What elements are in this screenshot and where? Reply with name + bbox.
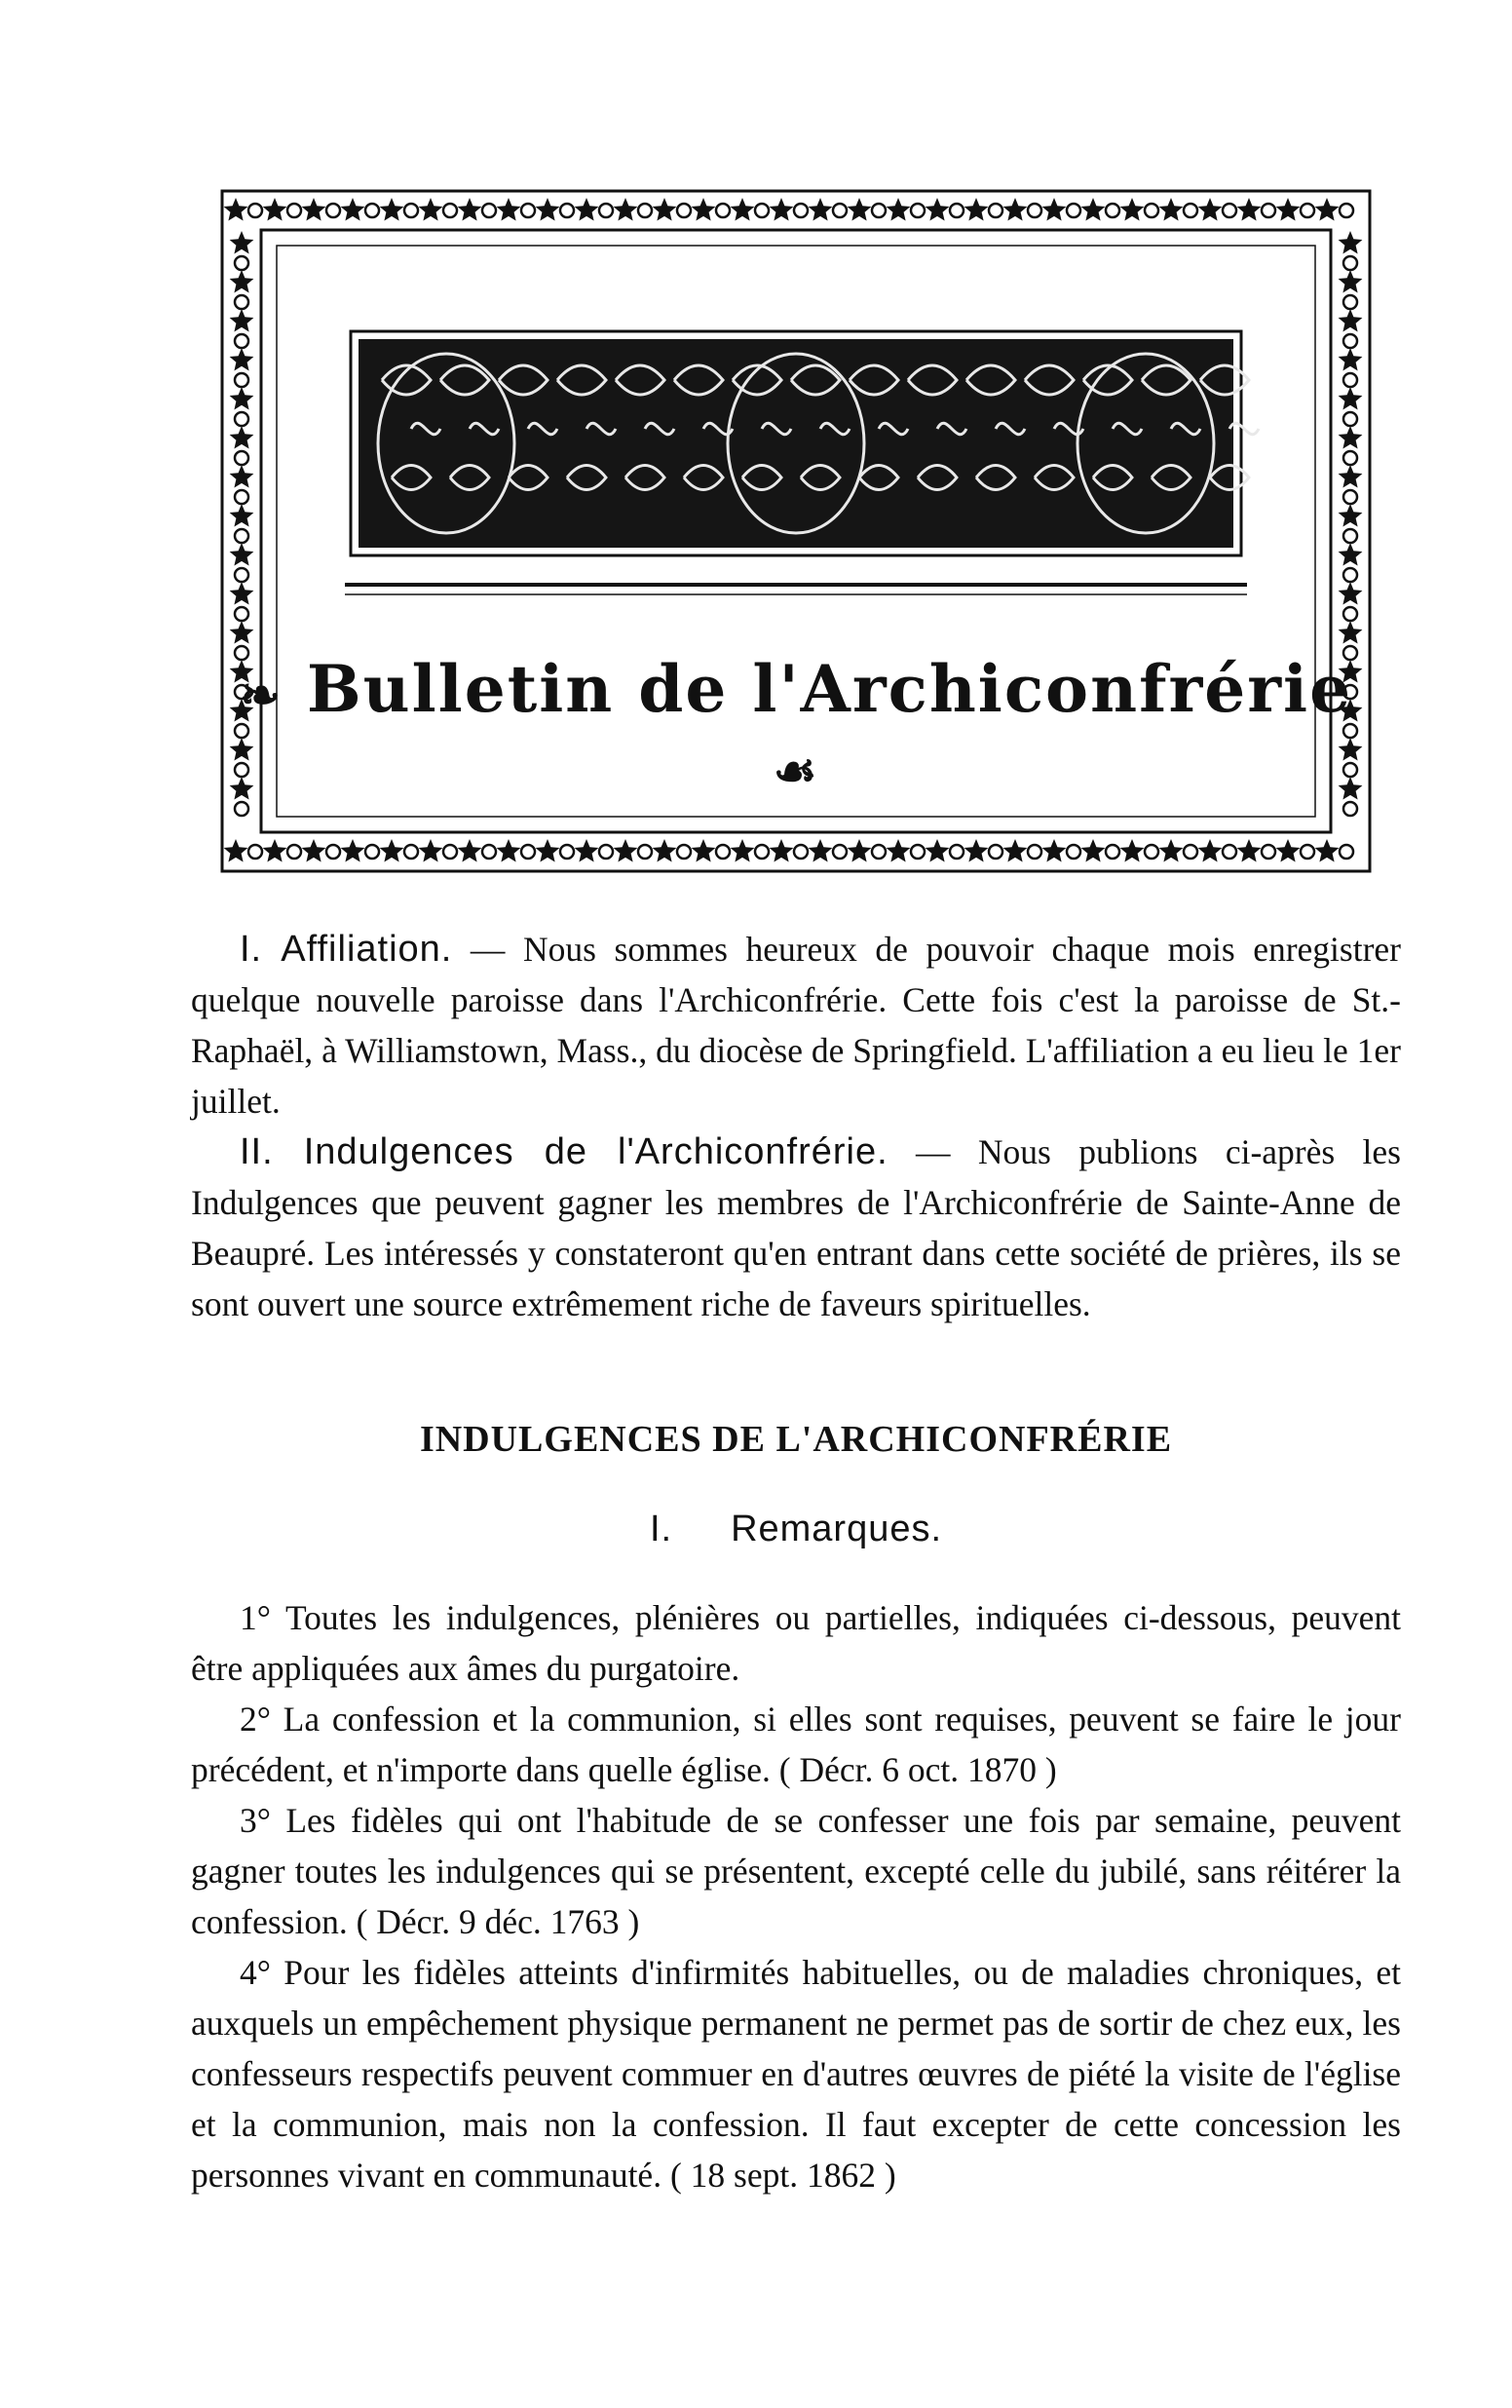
star-ornament-icon (614, 839, 638, 862)
scroll-ornament-icon (1343, 295, 1357, 309)
star-ornament-icon (1276, 839, 1301, 862)
star-ornament-icon (887, 839, 911, 862)
remark-item: 1° Toutes les indulgences, plénières ou partielles, indiquées ci-dessous, peuvent être appliquées aux âmes du purgatoire. (191, 1598, 1401, 1688)
star-ornament-icon (614, 198, 638, 221)
star-ornament-icon (1339, 621, 1363, 644)
star-ornament-icon (1237, 839, 1262, 862)
scroll-ornament-icon (1343, 802, 1357, 816)
scroll-ornament-icon (326, 845, 340, 859)
scroll-ornament-icon (1340, 845, 1353, 859)
subsection-heading (191, 1509, 1401, 1550)
star-ornament-icon (1120, 839, 1145, 862)
scroll-ornament-icon (1343, 529, 1357, 543)
subsection-number: I. (649, 1509, 673, 1549)
star-ornament-icon (1003, 839, 1028, 862)
star-ornament-icon (302, 198, 326, 221)
star-ornament-icon (964, 198, 989, 221)
scroll-ornament-icon (1301, 204, 1314, 217)
scroll-ornament-icon (287, 845, 301, 859)
scroll-ornament-icon (248, 845, 262, 859)
star-ornament-icon (458, 198, 482, 221)
scroll-ornament-icon (1106, 204, 1119, 217)
star-ornament-icon (692, 839, 716, 862)
scroll-ornament-icon (638, 845, 652, 859)
star-ornament-icon (380, 839, 404, 862)
star-ornament-icon (230, 582, 254, 605)
scroll-ornament-icon (248, 204, 262, 217)
star-ornament-icon (419, 839, 443, 862)
scroll-ornament-icon (443, 204, 457, 217)
scroll-ornament-icon (1262, 845, 1275, 859)
star-ornament-icon (1003, 198, 1028, 221)
star-ornament-icon (1339, 231, 1363, 254)
scroll-ornament-icon (1262, 204, 1275, 217)
section-heading: INDULGENCES DE L'ARCHICONFRÉRIE (419, 1419, 1173, 1460)
paragraph-text: — Nous sommes heureux de pouvoir chaque mois enregistrer quelque nouvelle paroisse dans l'Archiconfrérie. Cette fois c'est la paroisse de St.-Raphaël, à Williamstown, Mass., du diocèse de Springfield. L'affiliation a eu lieu le 1er juillet. (191, 930, 1401, 1121)
star-ornament-icon (1339, 309, 1363, 332)
star-ornament-icon (1042, 198, 1067, 221)
paragraph-affiliation (191, 924, 1401, 1127)
scroll-ornament-icon (235, 451, 248, 465)
scroll-ornament-icon (833, 845, 847, 859)
scroll-ornament-icon (989, 845, 1002, 859)
star-ornament-icon (1339, 543, 1363, 566)
star-ornament-icon (1315, 839, 1340, 862)
scroll-ornament-icon (235, 802, 248, 816)
scroll-ornament-icon (404, 204, 418, 217)
star-ornament-icon (1042, 839, 1067, 862)
scroll-ornament-icon (989, 204, 1002, 217)
scroll-ornament-icon (1028, 204, 1041, 217)
star-ornament-icon (1339, 465, 1363, 488)
scroll-ornament-icon (521, 845, 535, 859)
star-ornament-icon (964, 839, 989, 862)
scroll-ornament-icon (1343, 607, 1357, 621)
star-ornament-icon (1237, 198, 1262, 221)
star-ornament-icon (458, 839, 482, 862)
intro-section (191, 924, 1401, 1329)
star-ornament-icon (497, 839, 521, 862)
star-ornament-icon (1339, 504, 1363, 527)
star-ornament-icon (230, 543, 254, 566)
star-ornament-icon (230, 387, 254, 410)
star-ornament-icon (263, 839, 287, 862)
scroll-ornament-icon (716, 845, 730, 859)
scroll-ornament-icon (1343, 451, 1357, 465)
scroll-ornament-icon (560, 845, 574, 859)
flourish-right-icon: ☙ (773, 742, 819, 800)
scroll-ornament-icon (1028, 845, 1041, 859)
star-ornament-icon (770, 839, 794, 862)
star-ornament-icon (1339, 348, 1363, 371)
star-ornament-icon (380, 198, 404, 221)
star-ornament-icon (692, 198, 716, 221)
star-ornament-icon (1159, 839, 1184, 862)
scroll-ornament-icon (794, 845, 808, 859)
scroll-ornament-icon (1343, 256, 1357, 270)
star-ornament-icon (224, 198, 248, 221)
star-ornament-icon (575, 198, 599, 221)
scroll-ornament-icon (677, 204, 691, 217)
scroll-ornament-icon (235, 607, 248, 621)
scroll-ornament-icon (287, 204, 301, 217)
scroll-ornament-icon (235, 373, 248, 387)
scroll-ornament-icon (235, 256, 248, 270)
star-ornament-icon (1339, 387, 1363, 410)
star-ornament-icon (770, 198, 794, 221)
star-ornament-icon (263, 198, 287, 221)
scroll-ornament-icon (638, 204, 652, 217)
scroll-ornament-icon (365, 204, 379, 217)
scroll-ornament-icon (755, 845, 769, 859)
star-ornament-icon (575, 839, 599, 862)
scroll-ornament-icon (872, 845, 886, 859)
star-ornament-icon (230, 270, 254, 293)
star-ornament-icon (1339, 270, 1363, 293)
star-ornament-icon (1315, 198, 1340, 221)
scroll-ornament-icon (1223, 204, 1236, 217)
scroll-ornament-icon (599, 204, 613, 217)
scroll-ornament-icon (326, 204, 340, 217)
scroll-ornament-icon (235, 334, 248, 348)
scroll-ornament-icon (1184, 845, 1197, 859)
star-ornament-icon (230, 426, 254, 449)
scroll-ornament-icon (365, 845, 379, 859)
star-ornament-icon (230, 309, 254, 332)
scroll-ornament-icon (1067, 845, 1080, 859)
scroll-ornament-icon (235, 568, 248, 582)
paragraph-text: — Nous publions ci-après les Indulgences que peuvent gagner les membres de l'Archiconfrérie de Sainte-Anne de Beaupré. Les intéressés y constateront qu'en entrant dans cette société de prières, ils se sont ouvert une source extrêmement riche de faveurs spirituelles. (191, 1132, 1401, 1323)
scroll-ornament-icon (1184, 204, 1197, 217)
star-ornament-icon (536, 839, 560, 862)
star-ornament-icon (536, 198, 560, 221)
ornamental-header (216, 185, 1376, 877)
scroll-ornament-icon (235, 490, 248, 504)
star-ornament-icon (1339, 582, 1363, 605)
star-ornament-icon (887, 198, 911, 221)
scroll-ornament-icon (833, 204, 847, 217)
star-ornament-icon (848, 198, 872, 221)
scroll-ornament-icon (794, 204, 808, 217)
star-ornament-icon (1339, 426, 1363, 449)
star-ornament-icon (731, 839, 755, 862)
star-ornament-icon (1198, 198, 1223, 221)
scroll-ornament-icon (521, 204, 535, 217)
star-ornament-icon (1198, 839, 1223, 862)
subsection-label: Remarques. (731, 1509, 943, 1549)
scroll-ornament-icon (404, 845, 418, 859)
star-ornament-icon (1159, 198, 1184, 221)
scroll-ornament-icon (235, 529, 248, 543)
paragraph-lead: I. Affiliation. (240, 929, 453, 970)
star-ornament-icon (809, 198, 833, 221)
scroll-ornament-icon (1067, 204, 1080, 217)
bulletin-title (216, 651, 1376, 803)
star-ornament-icon (230, 231, 254, 254)
star-ornament-icon (1120, 198, 1145, 221)
star-ornament-icon (341, 198, 365, 221)
scroll-ornament-icon (1145, 845, 1158, 859)
scroll-ornament-icon (911, 845, 925, 859)
scroll-ornament-icon (482, 204, 496, 217)
scroll-ornament-icon (1343, 334, 1357, 348)
remark-item: 3° Les fidèles qui ont l'habitude de se confesser une fois par semaine, peuvent gagner toutes les indulgences qui se présentent, excepté celle du jubilé, sans réitérer la confession. ( Décr. 9 déc. 1763 ) (191, 1801, 1401, 1941)
scroll-ornament-icon (599, 845, 613, 859)
scroll-ornament-icon (482, 845, 496, 859)
star-ornament-icon (302, 839, 326, 862)
scroll-ornament-icon (1343, 490, 1357, 504)
star-ornament-icon (230, 348, 254, 371)
star-ornament-icon (926, 839, 950, 862)
scroll-ornament-icon (1301, 845, 1314, 859)
scroll-ornament-icon (677, 845, 691, 859)
scroll-ornament-icon (1340, 204, 1353, 217)
scroll-ornament-icon (560, 204, 574, 217)
star-ornament-icon (809, 839, 833, 862)
star-ornament-icon (926, 198, 950, 221)
scroll-ornament-icon (443, 845, 457, 859)
scroll-ornament-icon (950, 845, 964, 859)
scroll-ornament-icon (1343, 412, 1357, 426)
paragraph-lead: II. Indulgences de l'Archiconfrérie. (240, 1131, 888, 1172)
scroll-ornament-icon (1145, 204, 1158, 217)
star-ornament-icon (230, 504, 254, 527)
star-ornament-icon (230, 465, 254, 488)
paragraph-indulgences (191, 1127, 1401, 1329)
scroll-ornament-icon (1106, 845, 1119, 859)
flourish-left-icon: ❧ (239, 666, 283, 724)
star-ornament-icon (224, 839, 248, 862)
scroll-ornament-icon (235, 295, 248, 309)
scroll-ornament-icon (1343, 373, 1357, 387)
star-ornament-icon (1081, 198, 1106, 221)
remarks-list (191, 1592, 1401, 2200)
star-ornament-icon (1276, 198, 1301, 221)
scroll-ornament-icon (872, 204, 886, 217)
star-ornament-icon (419, 198, 443, 221)
scroll-ornament-icon (235, 412, 248, 426)
star-ornament-icon (341, 839, 365, 862)
star-ornament-icon (497, 198, 521, 221)
scroll-ornament-icon (950, 204, 964, 217)
remark-item: 4° Pour les fidèles atteints d'infirmités habituelles, ou de maladies chroniques, et auxquels un empêchement physique permanent ne permet pas de sortir de chez eux, les confesseurs respectifs peuvent commuer en d'autres œuvres de piété la visite de l'église et la communion, mais non la confession. Il faut excepter de cette concession les personnes vivant en communauté. ( 18 sept. 1862 ) (191, 1953, 1401, 2195)
remark-item: 2° La confession et la communion, si elles sont requises, peuvent se faire le jour précédent, et n'importe dans quelle église. ( Décr. 6 oct. 1870 ) (191, 1700, 1401, 1789)
star-ornament-icon (848, 839, 872, 862)
scroll-ornament-icon (716, 204, 730, 217)
scroll-ornament-icon (1343, 568, 1357, 582)
star-ornament-icon (653, 839, 677, 862)
star-ornament-icon (653, 198, 677, 221)
scroll-ornament-icon (911, 204, 925, 217)
scroll-ornament-icon (755, 204, 769, 217)
star-ornament-icon (230, 621, 254, 644)
star-ornament-icon (1081, 839, 1106, 862)
scroll-ornament-icon (1223, 845, 1236, 859)
bulletin-title-text: Bulletin de l'Archiconfrérie (306, 651, 1353, 727)
star-ornament-icon (731, 198, 755, 221)
